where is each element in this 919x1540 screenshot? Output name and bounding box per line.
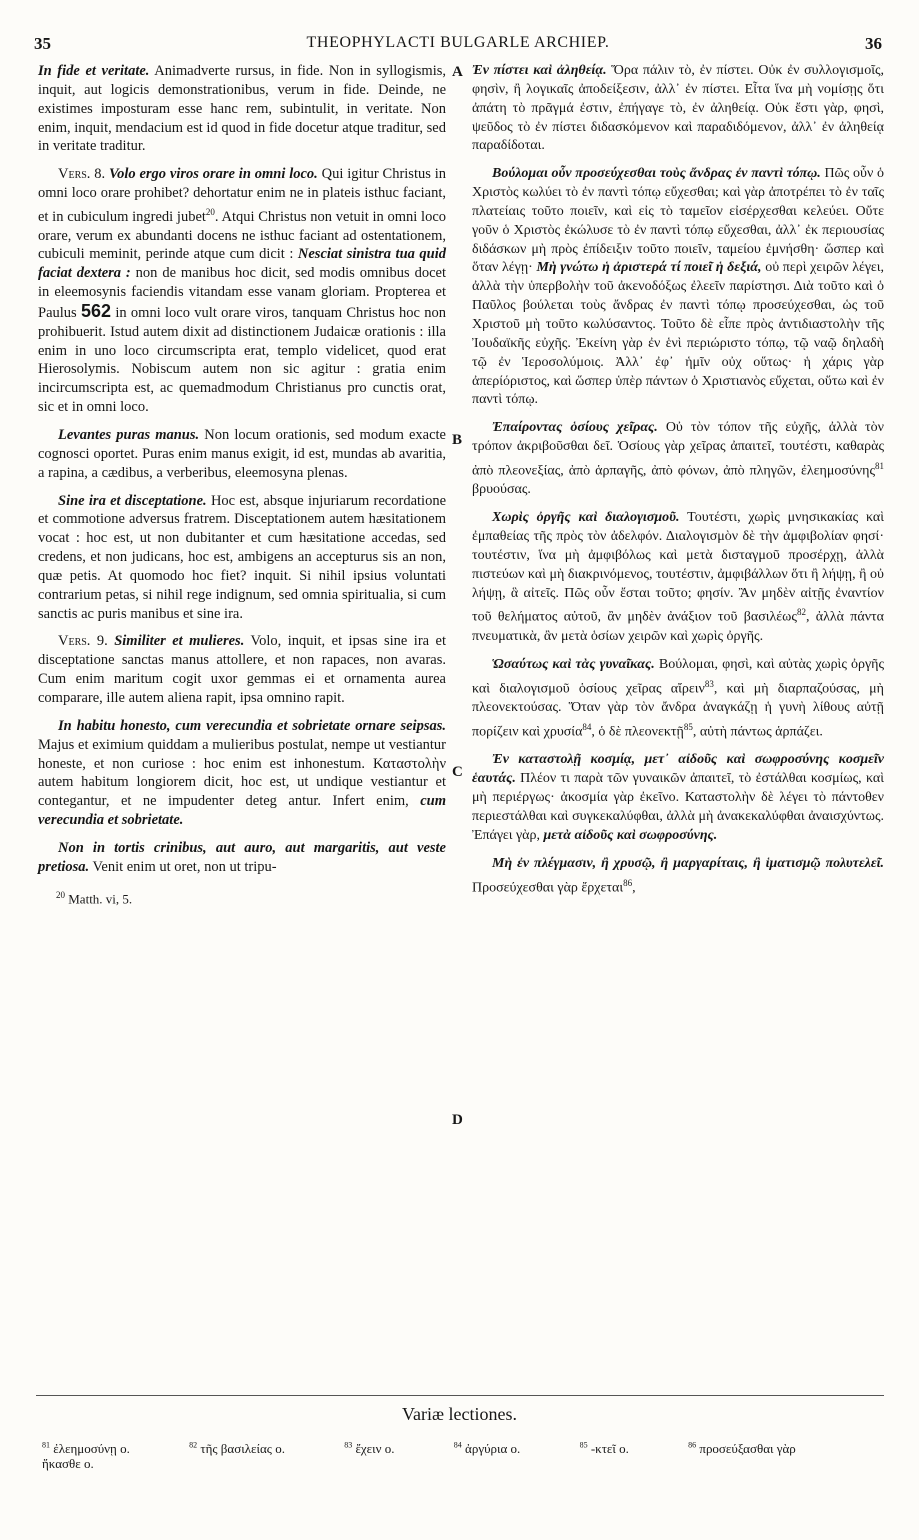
margin-letter-b: B <box>452 432 463 448</box>
variant-item <box>454 1441 549 1456</box>
quotation: μετὰ αἰδοῦς καὶ σωφροσύνης. <box>539 827 718 843</box>
lemma: Volo ergo viros orare in omni loco. <box>105 166 318 183</box>
margin-letter-d: D <box>452 1112 463 1128</box>
paragraph-text: , αὐτὴ πάντως ἁρπάζει. <box>692 724 823 740</box>
footnote-mark: 20 <box>56 889 65 900</box>
paragraph-text: Οὐ τὸν τόπον τῆς εὐχῆς, ἀλλὰ τὸν τρόπον ἀκριβοῦσθαι δεῖ. Ὁσίους γὰρ χεῖρας ἀπαιτεῖ, τουτέστι, καθαρὰς ἀπὸ πλεονεξίας, ἀπὸ ἁρπαγῆς, ἀπὸ φόνων, ἀπὸ πληγῶν, ἐλεημοσύνης <box>472 420 884 479</box>
variant-mark: 82 <box>189 1441 198 1450</box>
paragraph-text: Ὅρα πάλιν τὸ, ἐν πίστει. Οὐκ ἐν συλλογισμοῖς, φησὶν, ἢ λογικαῖς ἀποδείξεσιν, ἀλλ᾽ ἐν πίστει. Εἶτα ἵνα μὴ νομίσῃς ὅτι ἀπάτη τὸ πρᾶγμά ἐστιν, ἐπήγαγε τὸ, ἐν ἀληθείᾳ. Οὐκ ἔστι γὰρ, φησὶ, ψεῦδος τὸ ἐν πίστει διδασκόμενον καὶ παραδιδόμενον, ἀλλ᾽ ἐν ἀληθείᾳ παραδίδοται. <box>472 63 884 154</box>
greek-paragraph <box>472 419 884 500</box>
variant-mark: 86 <box>688 1441 697 1450</box>
lemma: Sine ira et disceptatione. <box>58 492 207 509</box>
variant-ref: 84 <box>582 721 592 732</box>
quotation: Nesciat sinistra tua quid faciat dextera : <box>38 246 446 282</box>
paragraph-text: , ὁ δὲ πλεονεκτῇ <box>591 724 684 740</box>
lemma: Ἐν πίστει καὶ ἀληθείᾳ. <box>472 63 607 78</box>
lemma: Ὡσαύτως καὶ τὰς γυναῖκας. <box>492 656 655 672</box>
variant-item <box>344 1441 422 1456</box>
greek-paragraph <box>472 855 884 898</box>
lemma: Levantes puras manus. <box>58 427 200 444</box>
paragraph-text: non de manibus hoc dicit, sed modis omnibus docet in eleemosynis faciendis vitandam esse vanam gloriam. Propterea et Paulus <box>38 265 446 321</box>
page-number-right: 36 <box>865 34 882 53</box>
variant-ref: 86 <box>623 877 633 888</box>
variant-ref: 81 <box>875 460 884 471</box>
lemma: Μὴ ἐν πλέγμασιν, ἢ χρυσῷ, ἢ μαργαρίταις, ἢ ἱματισμῷ πολυτελεῖ. <box>492 855 884 871</box>
running-header <box>34 34 882 56</box>
paragraph-text: Hoc est, absque injuriarum recordatione et commotione adversus fratrem. Disceptationem autem hæsitationem vocat : hoc est, ut non dubitanter et cum hæsitatione accedas, sed credens, et non judicans, hoc est, ambigens an accepturus sis an non, quæ petis. At quomodo hoc fiet? inquit. Si nihil ipsius voluntati contrarium petas, si nihil rege indignum, sed omnia spiritualia, si cum sanctis ac puris manibus et sine ira. <box>38 492 446 622</box>
paragraph-text: οὐ περὶ χειρῶν λέγει, ἀλλὰ τὴν ὑπερβολὴν τοῦ ἀκενοδόξως ἐλεεῖν παρίστησι. Διὰ τοῦτο καὶ ὁ Παῦλος βούλεται τοὺς ἄνδρας ἐν παντὶ τόπῳ προσεύχεσθαι, ὡς τοῦ Χριστοῦ μὴ τοῦτο κωλύσαντος. Τοῦτο δὲ εἶπε πρὸς ἀντιδιαστολὴν τῆς Ἰουδαϊκῆς εὐχῆς. Ἐκείνη γὰρ ἐν ἑνὶ περιώριστο τόπῳ, τῷ ναῷ δηλαδὴ τῷ ἐν Ἱεροσολύμοις. Ἀλλ᾽ ἐφ᾽ ἡμῖν οὐχ οὕτως· ἡ χάρις γὰρ ἀπερίόριστος, καὶ ὥσπερ ὑπὲρ πάντων ὁ Χριστιανὸς εὔχεται, οὕτω καὶ ἐν παντὶ τόπῳ. <box>472 260 884 408</box>
variant-item <box>189 1441 313 1456</box>
lemma: In fide et veritate. <box>38 63 150 79</box>
divider <box>36 1395 884 1396</box>
latin-paragraph <box>38 62 446 156</box>
margin-letter-c: C <box>452 764 463 780</box>
lemma: Ἐπαίροντας ὁσίους χεῖρας. <box>492 420 658 436</box>
greek-column <box>472 62 884 907</box>
variant-ref: 83 <box>704 678 714 689</box>
latin-paragraph <box>38 426 446 483</box>
paragraph-text: , ἀλλὰ πάντα πνευματικὰ, ἂν μετὰ ὁσίων χειρῶν καὶ χωρὶς ὀργῆς. <box>472 610 884 644</box>
latin-paragraph <box>38 632 446 707</box>
latin-column <box>38 62 446 909</box>
variant-text: ἀργύρια o. <box>461 1441 521 1457</box>
verse-number: Vers. 9. <box>58 633 108 650</box>
footnote-ref: 20 <box>205 206 215 217</box>
paragraph-text: Qui igitur Christus in omni loco orare prohibet? dehortatur enim ne in plateis isthuc faciant, et in cubiculum ingredi jubet <box>38 166 446 225</box>
paragraph-text: in omni loco vult orare viros, tanquam Christus hoc non prohibuerit. Istud autem dixit ad distinctionem Judaicæ orationis : illa enim in uno loco circumscripta erat, templo videlicet, quod erat Hierosolymis. Nobiscum autem non sic agitur : gratia enim incircumscripta est, ac quemadmodum Christianus pro cunctis orat, sic et in omni loco. <box>38 304 447 416</box>
paragraph-text: Πῶς οὖν ὁ Χριστὸς κωλύει τὸ ἐν παντὶ τόπῳ εὔχεσθαι; καὶ γὰρ ἀποτρέπει τὸ ἐν ταῖς πλατείαις τοῦτο ποιεῖν, καὶ εἰς τὸ ταμεῖον εἰσέρχεσθαι κελεύει. Οὔτε γοῦν ὁ Χριστὸς ἐκώλυσε τὸ ἐν παντὶ τόπῳ εὔχεσθαι, ἀλλ᾽ ἐκ περιουσίας διδάσκων μὴ πρὸς ἐπίδειξιν τοῦτο ποιεῖν, ταμείου ἐμνήσθη· ὥσπερ καὶ ὅταν λέγῃ· <box>472 166 884 276</box>
lemma: Χωρὶς ὀργῆς καὶ διαλογισμοῦ. <box>492 510 680 526</box>
quotation: Μὴ γνώτω ἡ ἀριστερά τί ποιεῖ ἡ δεξιά, <box>532 260 762 276</box>
variant-item <box>580 1441 657 1456</box>
variant-mark: 85 <box>579 1441 588 1450</box>
variant-text: προσεύξασθαι γὰρ <box>696 1441 796 1457</box>
variant-ref: 82 <box>796 607 806 618</box>
greek-paragraph <box>472 165 884 410</box>
footnote-text: Matth. vi, 5. <box>65 890 133 906</box>
variant-mark: 84 <box>453 1441 462 1450</box>
paragraph-text: , <box>632 880 636 896</box>
paragraph-text: Venit enim ut oret, non ut tripu- <box>89 858 277 875</box>
column-number: 562 <box>80 300 112 321</box>
variae-lectiones-list <box>42 1437 887 1458</box>
variant-mark: 81 <box>42 1441 50 1450</box>
variant-item <box>688 1441 824 1456</box>
paragraph-text: Βούλομαι, φησὶ, καὶ αὐτὰς χωρὶς ὀργῆς καὶ διαλογισμοῦ ὁσίους χεῖρας αἴρειν <box>472 656 884 697</box>
greek-paragraph <box>472 509 884 647</box>
margin-letter-a: A <box>452 64 463 80</box>
lemma: In habitu honesto, cum verecundia et sobrietate ornare seipsas. <box>58 717 446 734</box>
latin-paragraph <box>38 717 446 830</box>
paragraph-text: Τουτέστι, χωρὶς μνησικακίας καὶ ἐμπαθείας τῆς πρὸς τὸν ἀδελφόν. Διαλογισμὸν δὲ τὴν ἀμφιβολίαν φησί· τουτέστιν, ἵνα μὴ ἀμφιβόλως καὶ μετὰ δισταγμοῦ προσέρχῃ, ἀλλὰ πιστεύων καὶ μὴ διακρινόμενος, τουτέστιν, ἀμφιβάλλων ὅτι ἢ λήψῃ, ἢ οὐ λήψῃ, ἃ αἰτεῖς. Πῶς οὖν ἔσται τοῦτο; φησίν. Ἂν μηδὲν αἰτῇς ἐναντίον τοῦ θελήματος αὐτοῦ, ἂν μηδὲν ἀνάξιον τοῦ βασιλέως <box>472 510 884 626</box>
verse-number: Vers. 8. <box>58 166 106 183</box>
latin-paragraph <box>38 839 446 877</box>
paragraph-text: Animadverte rursus, in fide. Non in syllogismis, inquit, aut logicis demonstrationibus, verum in fide. Deinde, ne existimes imposturam esse hanc rem, subintulit, in veritate. Non enim, inquit, mendacium est id quod in fide docetur atque traditur, sed in veritate traditur. <box>38 63 446 155</box>
paragraph-text: Volo, inquit, et ipsas sine ira et disceptatione sanctas manus attollere, et non rapaces, non avaras. Cum enim maritum cogit uxor gemmas ei et ornamenta aurea comparare, ille autem aliena rapit, ipsa omnino rapit. <box>38 633 446 706</box>
variant-ref: 85 <box>683 721 693 732</box>
paragraph-text: Majus et eximium quiddam a mulieribus postulat, nempe ut vestiantur honeste, et non curiose : hoc enim est inhonestum. Καταστολὴν autem habitum longiorem dicit, hoc est, ut undique vestiantur et contegantur, et ne impudenter deteg antur. Infert enim, <box>38 736 446 810</box>
greek-paragraph <box>472 656 884 743</box>
variant-text: ἔχειν o. <box>352 1441 395 1457</box>
lemma: Similiter et mulieres. <box>107 633 245 650</box>
paragraph-text: . Atqui Christus non vetuit in omni loco orare, verum ex abundanti docens ne isthuc faciant ad ostentationem, cubiculi meminit, perinde atque cum dicit : <box>38 208 447 263</box>
latin-paragraph <box>38 492 446 624</box>
page-number-left: 35 <box>34 34 51 53</box>
footnote <box>38 886 446 909</box>
variant-continuation: ἥκασθε o. <box>42 1456 94 1471</box>
lemma: Ἐν καταστολῇ κοσμίᾳ, μετ᾽ αἰδοῦς καὶ σωφροσύνης κοσμεῖν ἑαυτάς. <box>472 752 884 787</box>
variant-mark: 83 <box>344 1441 353 1450</box>
paragraph-text: Προσεύχεσθαι γὰρ ἔρχεται <box>472 880 624 896</box>
paragraph-text: Πλέον τι παρὰ τῶν γυναικῶν ἀπαιτεῖ, τὸ ἐστάλθαι κοσμίως, καὶ μὴ περιέργως· ἀκοσμία γὰρ ἐκεῖνο. Καταστολὴν δὲ λέγει τὸ πάντοθεν περιεστάλθαι καὶ συγκεκαλύφθαι, ἀλλὰ μὴ ἀνακεκαλύφθαι ἀναισχύντως. Ἐπάγει γὰρ, <box>472 771 884 843</box>
lemma: Βούλομαι οὖν προσεύχεσθαι τοὺς ἄνδρας ἐν παντὶ τόπῳ. <box>492 166 821 182</box>
paragraph-text: Non locum orationis, sed modum exacte cognosci oportet. Puras enim manus exigit, id est, mundas ab avaritia, a rapina, a cædibus, a verberibus, eleemosyna plenas. <box>38 427 446 481</box>
running-title: THEOPHYLACTI BULGARLE ARCHIEP. <box>306 34 610 51</box>
variant-text: τῆς βασιλείας o. <box>197 1441 285 1457</box>
lemma: Non in tortis crinibus, aut auro, aut margaritis, aut veste pretiosa. <box>38 839 446 875</box>
variae-lectiones-title: Variæ lectiones. <box>402 1404 517 1424</box>
variant-text: -κτεῖ o. <box>587 1441 629 1457</box>
latin-paragraph <box>38 165 446 417</box>
greek-paragraph <box>472 62 884 156</box>
paragraph-text: βρυούσας. <box>472 482 531 498</box>
paragraph-text: , καὶ μὴ διαρπαζούσας, μὴ πλεονεκτούσας. Ὅταν γὰρ τὸν ἄνδρα ἀναγκάζῃ ἡ γυνὴ λίθους αὐτῇ πορίζειν καὶ χρυσία <box>472 681 884 740</box>
variant-text: ἐλεημοσύνῃ o. <box>50 1441 130 1457</box>
quotation: cum verecundia et sobrietate. <box>38 793 446 829</box>
greek-paragraph <box>472 751 884 845</box>
